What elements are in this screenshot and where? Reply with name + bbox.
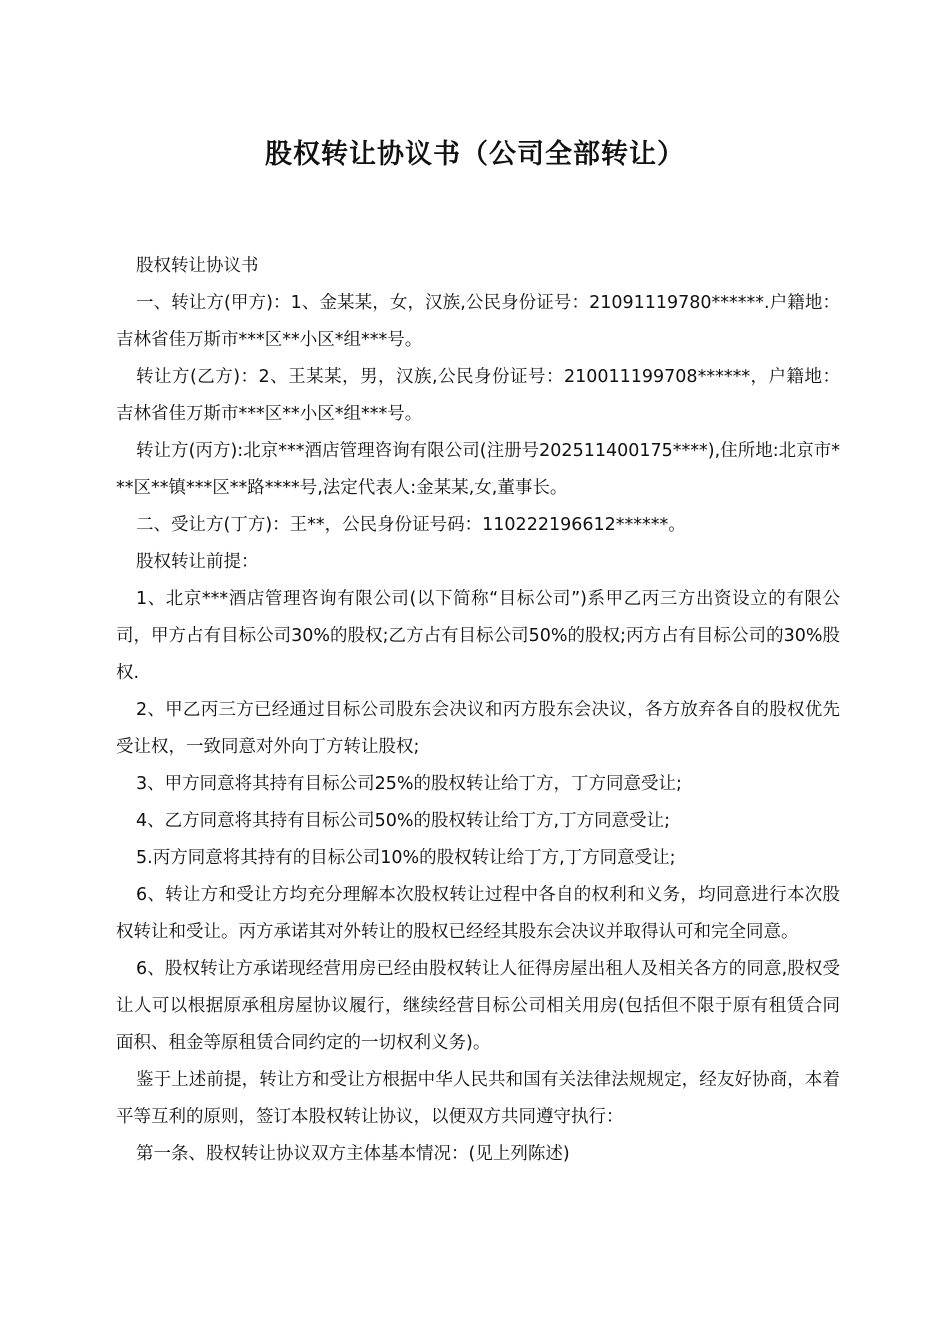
paragraph-premise-6a: 6、转让方和受让方均充分理解本次股权转让过程中各自的权利和义务，均同意进行本次股权转让和受让。丙方承诺其对外转让的股权已经经其股东会决议并取得认可和完全同意。 xyxy=(116,885,840,942)
paragraph-party-a: 一、转让方(甲方)：1、金某某，女，汉族,公民身份证号：21091119780******.户籍地：吉林省佳万斯市***区**小区*组***号。 xyxy=(116,293,840,350)
paragraph-premise-5: 5.丙方同意将其持有的目标公司10%的股权转让给丁方,丁方同意受让; xyxy=(136,848,676,868)
paragraph-premise-6b: 6、股权转让方承诺现经营用房已经由股权转让人征得房屋出租人及相关各方的同意,股权受让人可以根据原承租房屋协议履行，继续经营目标公司相关用房(包括但不限于原有租赁合同面积、租金等原租赁合同约定的一切权利义务)。 xyxy=(116,959,840,1053)
paragraph-premise-4: 4、乙方同意将其持有目标公司50%的股权转让给丁方,丁方同意受让; xyxy=(136,811,670,831)
paragraph-heading: 股权转让协议书 xyxy=(136,256,259,276)
document-title: 股权转让协议书（公司全部转让） xyxy=(265,139,685,170)
paragraph-premise-3: 3、甲方同意将其持有目标公司25%的股权转让给丁方，丁方同意受让; xyxy=(136,774,682,794)
paragraph-party-b: 转让方(乙方)：2、王某某，男，汉族,公民身份证号：210011199708******，户籍地：吉林省佳万斯市***区**小区*组***号。 xyxy=(116,367,840,424)
paragraph-premise-1: 1、北京***酒店管理咨询有限公司(以下简称“目标公司”)系甲乙丙三方出资设立的有限公司，甲方占有目标公司30%的股权;乙方占有目标公司50%的股权;丙方占有目标公司的30%股权. xyxy=(116,589,840,683)
paragraph-party-c: 转让方(丙方):北京***酒店管理咨询有限公司(注册号202511400175****),住所地:北京市***区**镇***区**路****号,法定代表人:金某某,女,董事长。 xyxy=(116,441,840,498)
paragraph-premise-heading: 股权转让前提： xyxy=(136,552,259,572)
document-body xyxy=(116,248,840,1173)
paragraph-party-d: 二、受让方(丁方)：王**，公民身份证号码：110222196612******。 xyxy=(136,515,686,535)
paragraph-whereas: 鉴于上述前提，转让方和受让方根据中华人民共和国有关法律法规规定，经友好协商，本着平等互利的原则，签订本股权转让协议，以便双方共同遵守执行： xyxy=(116,1070,840,1127)
paragraph-article-1: 第一条、股权转让协议双方主体基本情况：(见上列陈述) xyxy=(136,1144,570,1164)
paragraph-premise-2: 2、甲乙丙三方已经通过目标公司股东会决议和丙方股东会决议，各方放弃各自的股权优先受让权，一致同意对外向丁方转让股权; xyxy=(116,700,840,757)
